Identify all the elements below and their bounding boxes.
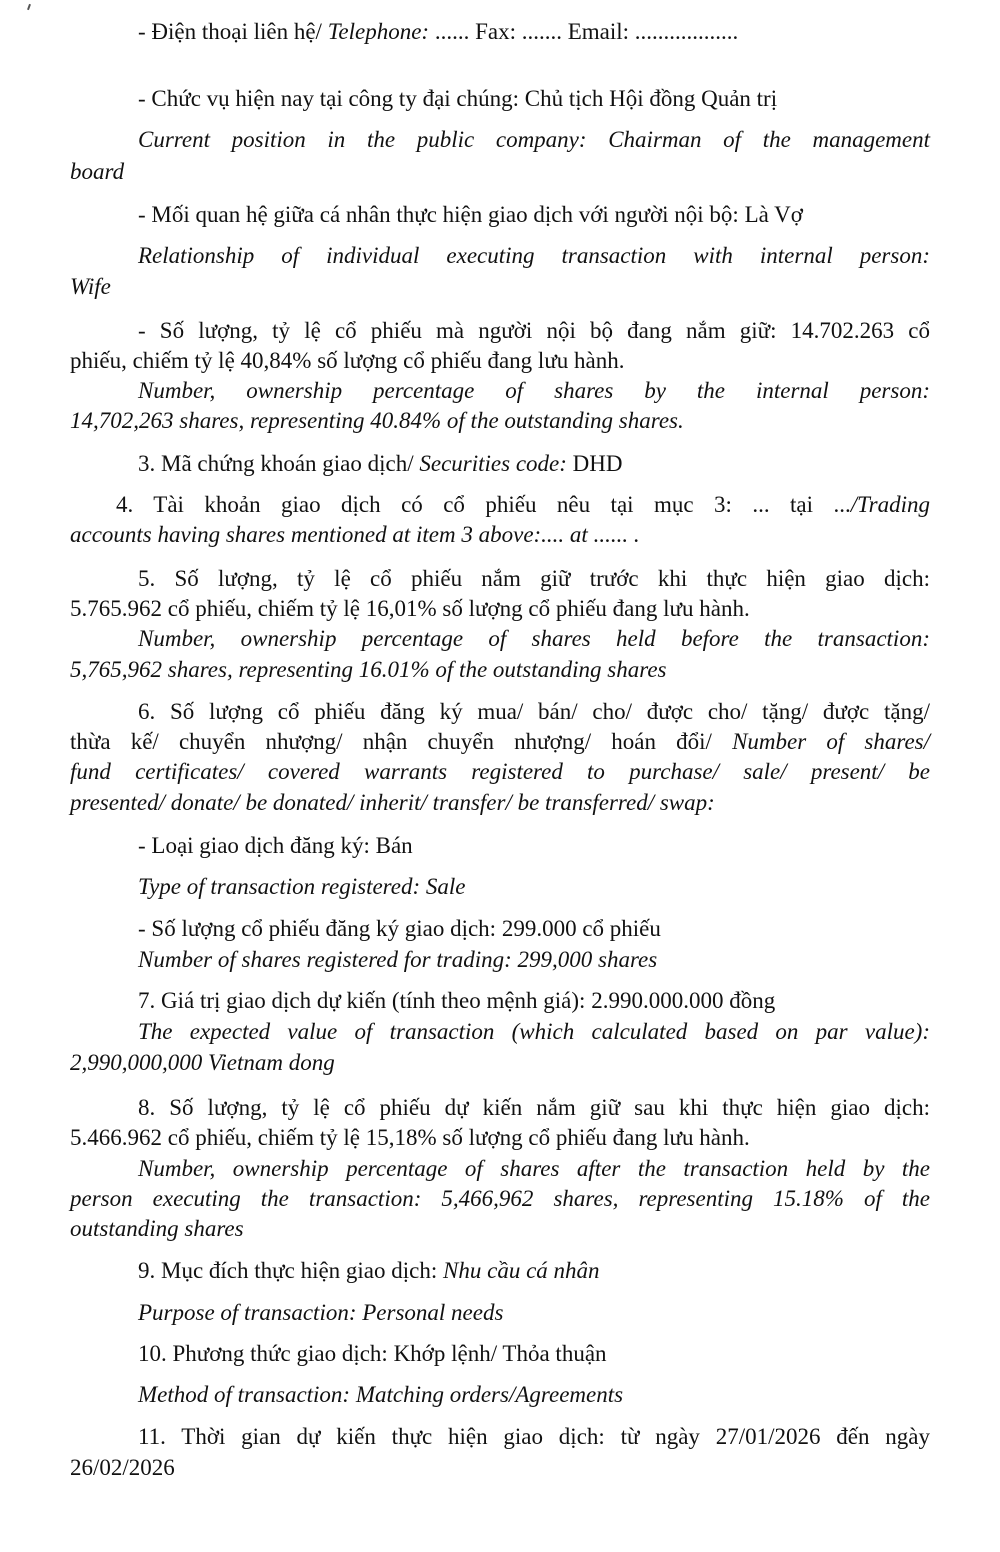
item6-en-line4: presented/ donate/ be donated/ inherit/ transfer/ be transferred/ swap: xyxy=(70,790,715,815)
item6-qty-en: Number of shares registered for trading: 299,000 shares xyxy=(138,947,658,972)
item5-vi-line2: 5.765.962 cổ phiếu, chiếm tỷ lệ 16,01% số lượng cổ phiếu đang lưu hành. xyxy=(70,596,750,621)
item8-en-line2: person executing the transaction: 5,466,962 shares, representing 15.18% of the xyxy=(70,1186,930,1211)
item5-en-line2: 5,765,962 shares, representing 16.01% of the outstanding shares xyxy=(70,657,667,682)
item3-label-vi: 3. Mã chứng khoán giao dịch/ xyxy=(138,451,420,476)
contact-label-en: Telephone: xyxy=(327,19,430,44)
item9-label: 9. Mục đích thực hiện giao dịch: xyxy=(138,1258,444,1283)
insider-holding-en-line1: Number, ownership percentage of shares by the internal person: xyxy=(138,378,930,403)
position-vi: - Chức vụ hiện nay tại công ty đại chúng: Chủ tịch Hội đồng Quản trị xyxy=(138,86,778,111)
item9-value: Nhu cầu cá nhân xyxy=(443,1258,600,1283)
item6-qty-vi: - Số lượng cổ phiếu đăng ký giao dịch: 299.000 cổ phiếu xyxy=(138,916,661,941)
item8-en-line3: outstanding shares xyxy=(70,1216,244,1241)
item9-vi xyxy=(70,1256,930,1286)
item3-value: DHD xyxy=(566,451,623,476)
item3-securities-code xyxy=(70,449,930,479)
contact-line xyxy=(70,17,930,47)
item6-type-en: Type of transaction registered: Sale xyxy=(138,874,466,899)
item7-en-line1: The expected value of transaction (which calculated based on par value): xyxy=(138,1019,930,1044)
item8-vi-line2: 5.466.962 cổ phiếu, chiếm tỷ lệ 15,18% số lượng cổ phiếu đang lưu hành. xyxy=(70,1125,750,1150)
item10-en: Method of transaction: Matching orders/Agreements xyxy=(138,1382,624,1407)
item6-vi-line2: thừa kế/ chuyển nhượng/ nhận chuyển nhượng/ hoán đổi/ xyxy=(70,729,733,754)
contact-rest: ...... Fax: ....... Email: .................. xyxy=(429,19,739,44)
item4-vi: 4. Tài khoản giao dịch có cổ phiếu nêu tại mục 3: ... tại ... xyxy=(116,492,851,517)
item8-en-line1: Number, ownership percentage of shares after the transaction held by the xyxy=(138,1156,930,1181)
item4-line1 xyxy=(70,490,930,520)
item6-type-vi: - Loại giao dịch đăng ký: Bán xyxy=(138,833,413,858)
insider-holding-en-line2: 14,702,263 shares, representing 40.84% of the outstanding shares. xyxy=(70,408,684,433)
relationship-en-line2: Wife xyxy=(70,274,111,299)
item6-line2 xyxy=(70,727,930,757)
item4-en-tail: /Trading xyxy=(850,492,930,517)
item5-vi-line1: 5. Số lượng, tỷ lệ cổ phiếu nắm giữ trước khi thực hiện giao dịch: xyxy=(138,566,930,591)
item6-en-line3: fund certificates/ covered warrants registered to purchase/ sale/ present/ be xyxy=(70,759,930,784)
item11-vi-line2: 26/02/2026 xyxy=(70,1455,175,1480)
item6-vi-line1: 6. Số lượng cổ phiếu đăng ký mua/ bán/ cho/ được cho/ tặng/ được tặng/ xyxy=(138,699,930,724)
item10-vi: 10. Phương thức giao dịch: Khớp lệnh/ Thỏa thuận xyxy=(138,1341,607,1366)
position-en-line1: Current position in the public company: Chairman of the management xyxy=(138,127,930,152)
relationship-vi: - Mối quan hệ giữa cá nhân thực hiện giao dịch với người nội bộ: Là Vợ xyxy=(138,202,803,227)
item7-vi: 7. Giá trị giao dịch dự kiến (tính theo mệnh giá): 2.990.000.000 đồng xyxy=(138,988,776,1013)
item5-en-line1: Number, ownership percentage of shares held before the transaction: xyxy=(138,626,930,651)
item7-en-line2: 2,990,000,000 Vietnam dong xyxy=(70,1050,335,1075)
item11-vi-line1: 11. Thời gian dự kiến thực hiện giao dịch: từ ngày 27/01/2026 đến ngày xyxy=(138,1424,930,1449)
insider-holding-vi-line1: - Số lượng, tỷ lệ cổ phiếu mà người nội bộ đang nắm giữ: 14.702.263 cổ xyxy=(138,318,930,343)
item9-en: Purpose of transaction: Personal needs xyxy=(138,1300,504,1325)
item4-line2: accounts having shares mentioned at item 3 above:.... at ...... . xyxy=(70,522,640,547)
item3-label-en: Securities code: xyxy=(419,451,567,476)
item8-vi-line1: 8. Số lượng, tỷ lệ cổ phiếu dự kiến nắm giữ sau khi thực hiện giao dịch: xyxy=(138,1095,930,1120)
item6-en-line2: Number of shares/ xyxy=(732,729,930,754)
scan-mark xyxy=(27,4,31,10)
relationship-en-line1: Relationship of individual executing transaction with internal person: xyxy=(138,243,930,268)
position-en-line2: board xyxy=(70,159,125,184)
contact-label-vi: - Điện thoại liên hệ/ xyxy=(138,19,328,44)
insider-holding-vi-line2: phiếu, chiếm tỷ lệ 40,84% số lượng cổ phiếu đang lưu hành. xyxy=(70,348,625,373)
